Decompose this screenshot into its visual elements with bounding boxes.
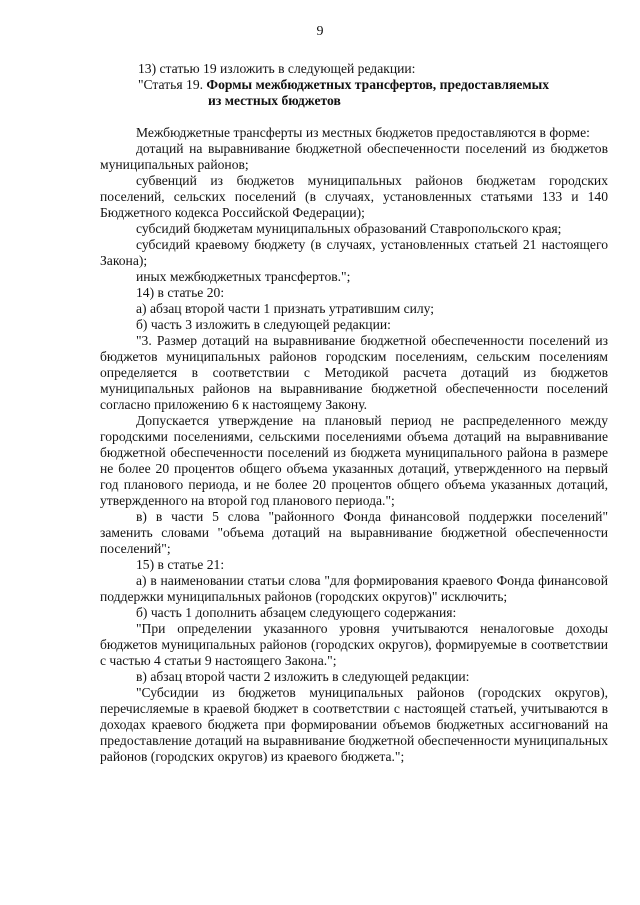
document-body	[100, 61, 608, 765]
paragraph: а) в наименовании статьи слова "для формирования краевого Фонда финансовой поддержки муниципальных районов (городских округов)" исключить;	[100, 573, 608, 604]
paragraph: "3. Размер дотаций на выравнивание бюджетной обеспеченности поселений из бюджетов муниципальных районов городским поселениям, сельским поселениям определяется в соответствии с Методикой расчета дотаций из бюджетов муниципальных районов на выравнивание бюджетной обеспеченности поселений согласно приложению 6 к настоящему Закону.	[100, 333, 608, 412]
paragraph: дотаций на выравнивание бюджетной обеспеченности поселений из бюджетов муниципальных районов;	[100, 141, 608, 172]
paragraph: а) абзац второй части 1 признать утратившим силу;	[136, 301, 435, 316]
paragraph: в) в части 5 слова "районного Фонда финансовой поддержки поселений" заменить словами "объема дотаций на выравнивание бюджетной обеспеченности поселений";	[100, 509, 608, 556]
paragraph: Межбюджетные трансферты из местных бюджетов предоставляются в форме:	[136, 125, 590, 140]
paragraph: 14) в статье 20:	[136, 285, 225, 300]
article-19-title	[100, 77, 608, 93]
paragraph: 15) в статье 21:	[136, 557, 225, 572]
paragraph: иных межбюджетных трансфертов.";	[136, 269, 351, 284]
paragraph: б) часть 3 изложить в следующей редакции:	[136, 317, 391, 332]
paragraph: б) часть 1 дополнить абзацем следующего содержания:	[136, 605, 457, 620]
paragraph: "При определении указанного уровня учитываются неналоговые доходы бюджетов муниципальных районов (городских округов), формируемые в соответствии с частью 4 статьи 9 настоящего Закона.";	[100, 621, 608, 668]
paragraph: "Субсидии из бюджетов муниципальных районов (городских округов), перечисляемые в краевой бюджет в соответствии с настоящей статьей, учитываются в доходах краевого бюджета при формировании объемов бюджетных ассигнований на предоставление дотаций на выравнивание бюджетной обеспеченности муниципальных районов (городских округов) из краевого бюджета.";	[100, 685, 608, 764]
paragraph: субвенций из бюджетов муниципальных районов бюджетам городских поселений, сельских поселений (в случаях, установленных статьями 133 и 140 Бюджетного кодекса Российской Федерации);	[100, 173, 608, 220]
article-19-title-line2: из местных бюджетов	[208, 93, 341, 108]
paragraph: Допускается утверждение на плановый период не распределенного между городскими поселениями, сельскими поселениями объема дотаций на выравнивание бюджетной обеспеченности поселений из бюджета муниципального района в размере не более 20 процентов общего объема указанных дотаций, утвержденного на первый год планового периода, и не более 20 процентов общего объема указанных дотаций, утвержденного на второй год планового периода.";	[100, 413, 608, 508]
paragraph: в) абзац второй части 2 изложить в следующей редакции:	[136, 669, 470, 684]
article-19-prefix: "Статья 19.	[138, 77, 207, 92]
page-number: 9	[316, 24, 324, 39]
article-19-title-line1: Формы межбюджетных трансфертов, предоставляемых	[206, 77, 550, 92]
paragraph: субсидий краевому бюджету (в случаях, установленных статьей 21 настоящего Закона);	[100, 237, 608, 268]
item-13: 13) статью 19 изложить в следующей редакции:	[138, 61, 416, 76]
amendment-heading	[100, 61, 608, 109]
paragraph: субсидий бюджетам муниципальных образований Ставропольского края;	[136, 221, 562, 236]
